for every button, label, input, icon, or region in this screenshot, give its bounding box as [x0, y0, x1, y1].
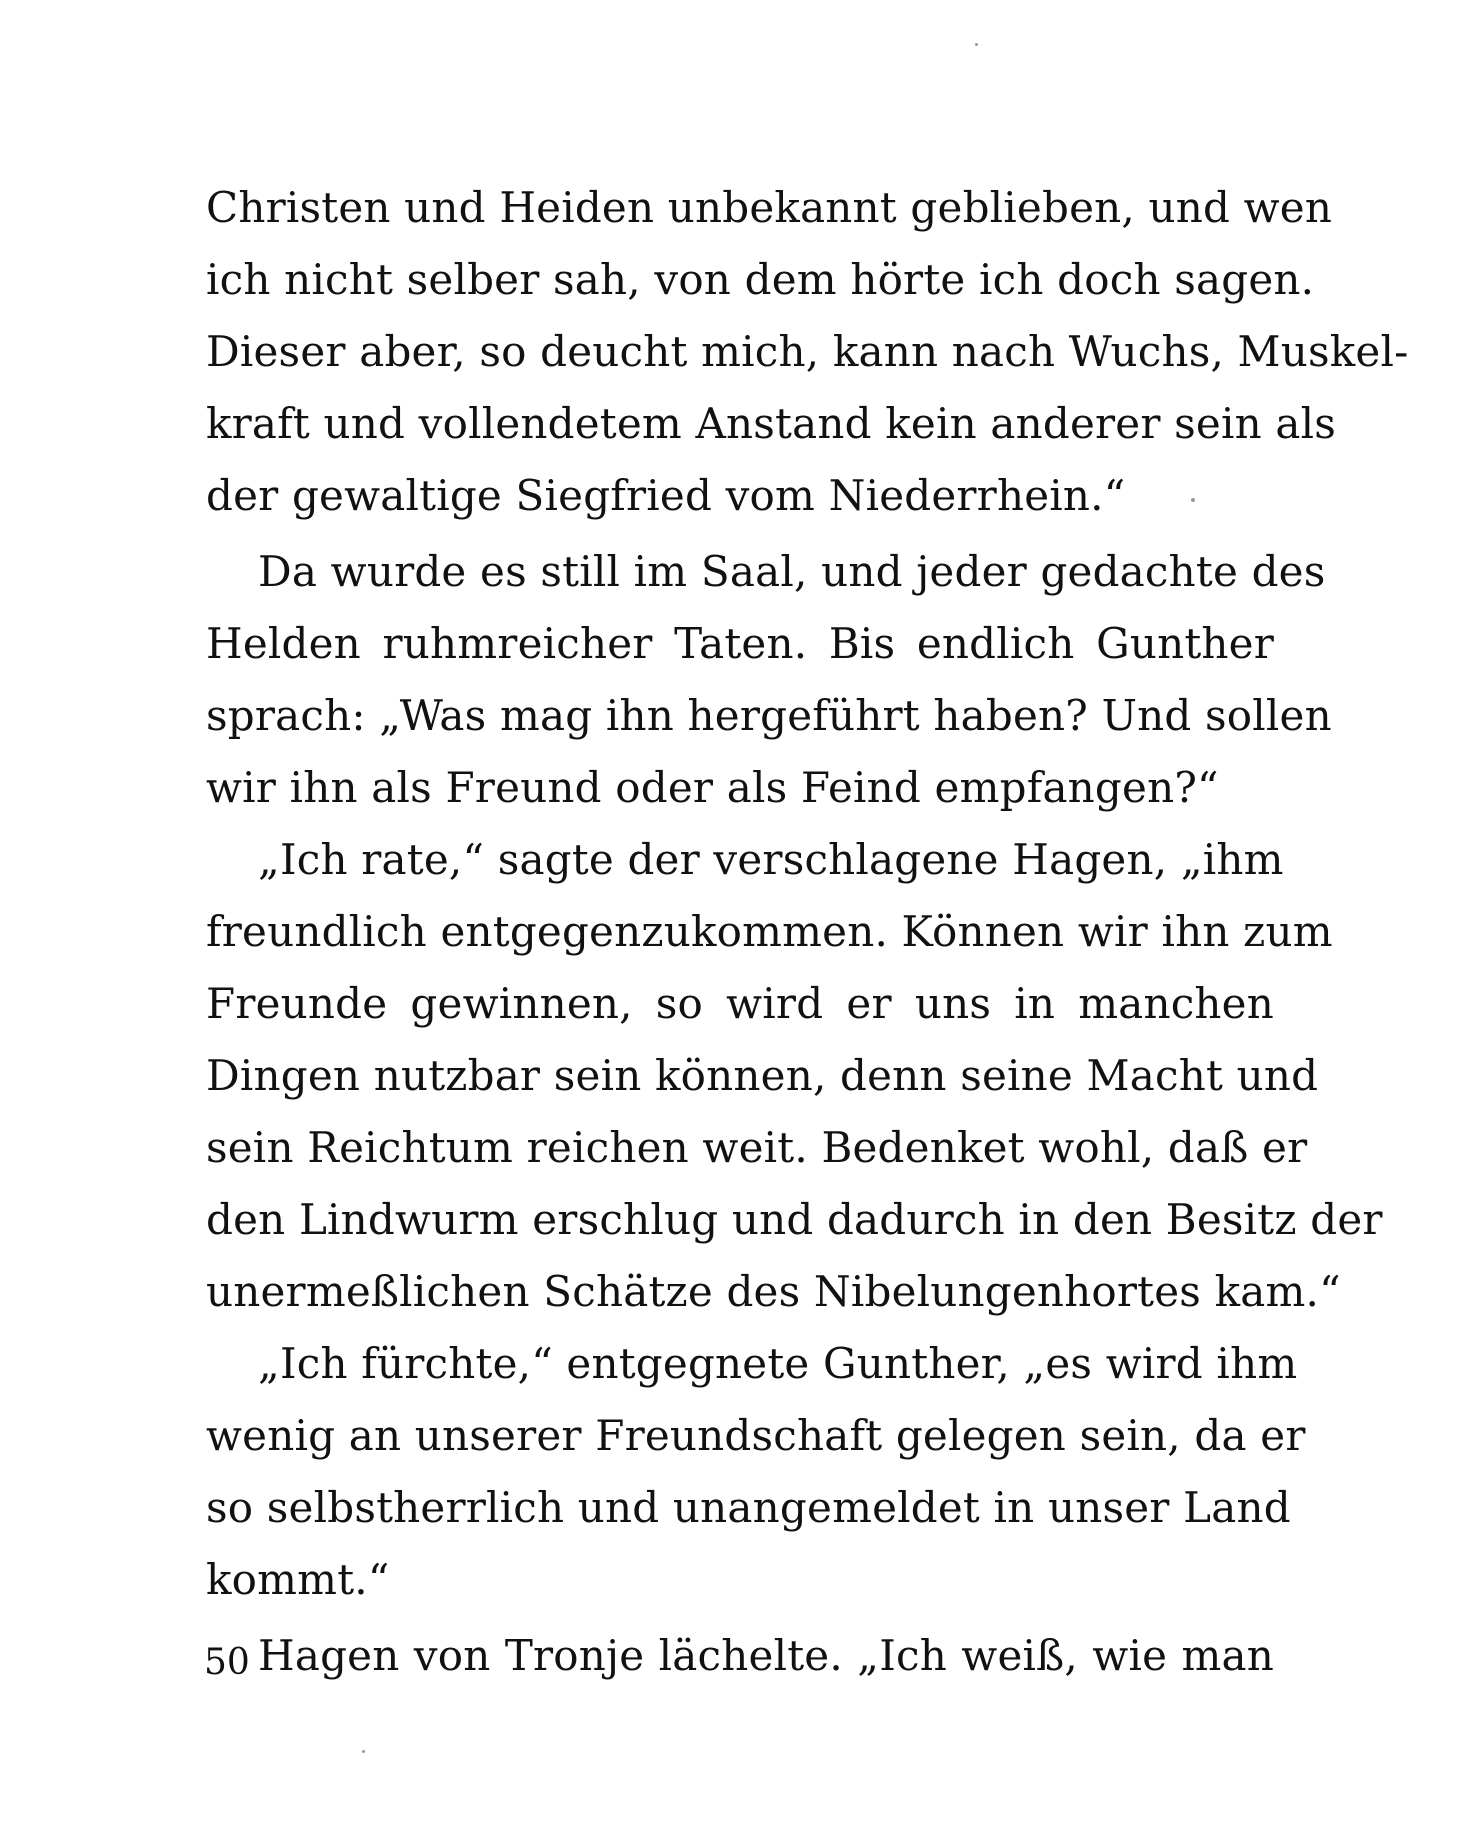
text-line: Freunde gewinnen, so wird er uns in manchen	[206, 979, 1274, 1028]
paper-speck	[1191, 498, 1195, 502]
text-line: den Lindwurm erschlug und dadurch in den Besitz der	[206, 1195, 1383, 1244]
text-line: Da wurde es still im Saal, und jeder gedachte des	[258, 547, 1326, 596]
text-line: ich nicht selber sah, von dem hörte ich doch sagen.	[206, 255, 1315, 304]
text-line: Christen und Heiden unbekannt geblieben, und wen	[206, 183, 1333, 232]
text-line: wenig an unserer Freundschaft gelegen sein, da er	[206, 1411, 1306, 1460]
text-line: der gewaltige Siegfried vom Niederrhein.“	[206, 471, 1126, 520]
text-line: „Ich fürchte,“ entgegnete Gunther, „es wird ihm	[258, 1339, 1298, 1388]
text-line: kommt.“	[206, 1555, 390, 1604]
paper-speck	[362, 1750, 365, 1753]
text-line: Hagen von Tronje lächelte. „Ich weiß, wie man	[258, 1631, 1274, 1680]
text-line: sein Reichtum reichen weit. Bedenket wohl, daß er	[206, 1123, 1308, 1172]
text-line: so selbstherrlich und unangemeldet in unser Land	[206, 1483, 1291, 1532]
text-line: kraft und vollendetem Anstand kein anderer sein als	[206, 399, 1337, 448]
paper-speck	[975, 43, 978, 46]
page-number: 50	[204, 1642, 250, 1683]
text-line: Dingen nutzbar sein können, denn seine Macht und	[206, 1051, 1319, 1100]
text-line: Dieser aber, so deucht mich, kann nach Wuchs, Muskel-	[206, 327, 1409, 376]
text-line: Helden ruhmreicher Taten. Bis endlich Gunther	[206, 619, 1274, 668]
text-line: unermeßlichen Schätze des Nibelungenhortes kam.“	[206, 1267, 1341, 1316]
text-line: wir ihn als Freund oder als Feind empfangen?“	[206, 763, 1219, 812]
text-line: freundlich entgegenzukommen. Können wir ihn zum	[206, 907, 1333, 956]
text-line: „Ich rate,“ sagte der verschlagene Hagen, „ihm	[258, 835, 1284, 884]
text-line: sprach: „Was mag ihn hergeführt haben? Und sollen	[206, 691, 1332, 740]
